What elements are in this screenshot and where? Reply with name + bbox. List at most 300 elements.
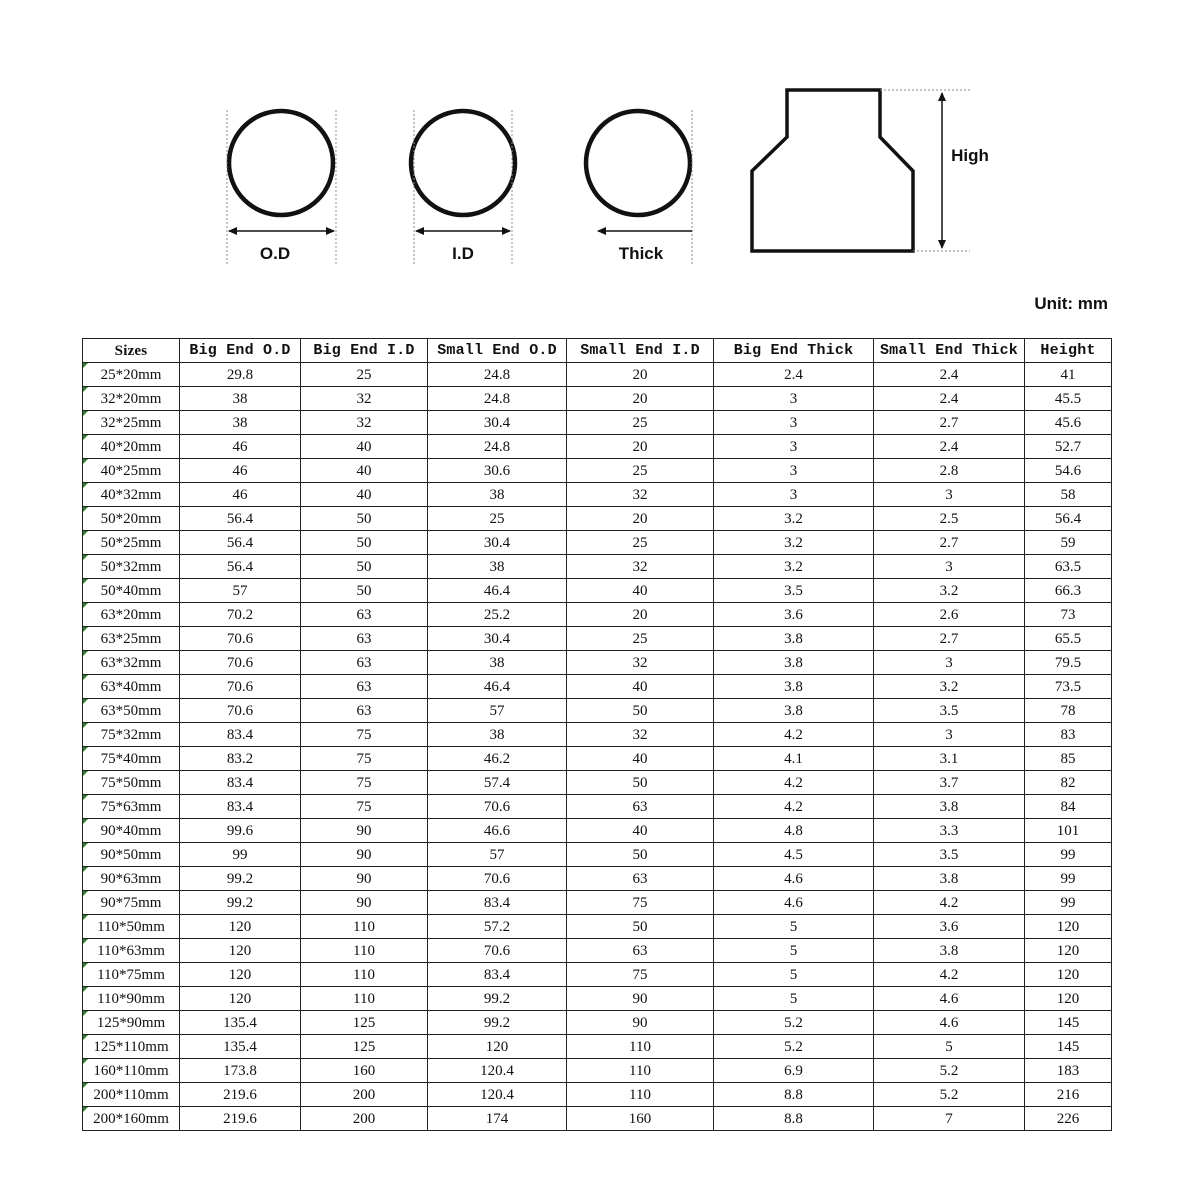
- cell-small-end-od: 57.4: [428, 771, 567, 795]
- cell-size: 110*63mm: [83, 939, 180, 963]
- cell-size: 25*20mm: [83, 363, 180, 387]
- cell-big-end-thick: 6.9: [714, 1059, 874, 1083]
- cell-big-end-id: 32: [301, 387, 428, 411]
- header-height: Height: [1025, 339, 1112, 363]
- cell-small-end-thick: 5.2: [874, 1083, 1025, 1107]
- table-row: [83, 987, 1112, 1011]
- cell-big-end-id: 40: [301, 435, 428, 459]
- thick-label: Thick: [618, 244, 664, 263]
- cell-size: 160*110mm: [83, 1059, 180, 1083]
- cell-big-end-od: 99.6: [180, 819, 301, 843]
- cell-size: 75*32mm: [83, 723, 180, 747]
- cell-height: 101: [1025, 819, 1112, 843]
- cell-size: 90*63mm: [83, 867, 180, 891]
- cell-small-end-thick: 3.8: [874, 939, 1025, 963]
- cell-big-end-od: 120: [180, 939, 301, 963]
- cell-size: 63*20mm: [83, 603, 180, 627]
- cell-size: 63*40mm: [83, 675, 180, 699]
- cell-big-end-thick: 4.1: [714, 747, 874, 771]
- cell-big-end-od: 70.6: [180, 699, 301, 723]
- cell-big-end-thick: 4.2: [714, 795, 874, 819]
- table-row: [83, 675, 1112, 699]
- cell-small-end-thick: 2.6: [874, 603, 1025, 627]
- header-big-end-thick: Big End Thick: [714, 339, 874, 363]
- cell-small-end-od: 99.2: [428, 1011, 567, 1035]
- cell-small-end-thick: 3.5: [874, 699, 1025, 723]
- cell-small-end-thick: 7: [874, 1107, 1025, 1131]
- cell-big-end-thick: 5.2: [714, 1011, 874, 1035]
- cell-small-end-id: 25: [567, 459, 714, 483]
- cell-small-end-id: 25: [567, 411, 714, 435]
- cell-small-end-id: 63: [567, 795, 714, 819]
- cell-big-end-id: 50: [301, 507, 428, 531]
- cell-small-end-id: 40: [567, 747, 714, 771]
- cell-big-end-id: 63: [301, 699, 428, 723]
- cell-height: 63.5: [1025, 555, 1112, 579]
- cell-small-end-od: 38: [428, 555, 567, 579]
- table-row: [83, 651, 1112, 675]
- table-header-row: [83, 339, 1112, 363]
- table-row: [83, 483, 1112, 507]
- cell-small-end-thick: 2.4: [874, 363, 1025, 387]
- cell-big-end-id: 75: [301, 795, 428, 819]
- cell-size: 63*25mm: [83, 627, 180, 651]
- cell-height: 120: [1025, 963, 1112, 987]
- cell-small-end-od: 120: [428, 1035, 567, 1059]
- table-row: [83, 363, 1112, 387]
- dimension-diagram: [0, 0, 1200, 330]
- cell-big-end-id: 63: [301, 675, 428, 699]
- cell-big-end-id: 50: [301, 555, 428, 579]
- cell-size: 75*40mm: [83, 747, 180, 771]
- cell-height: 183: [1025, 1059, 1112, 1083]
- cell-big-end-thick: 3: [714, 459, 874, 483]
- cell-height: 45.6: [1025, 411, 1112, 435]
- cell-small-end-id: 50: [567, 699, 714, 723]
- cell-small-end-thick: 3.2: [874, 675, 1025, 699]
- cell-small-end-id: 20: [567, 603, 714, 627]
- cell-small-end-od: 38: [428, 483, 567, 507]
- cell-small-end-thick: 3: [874, 651, 1025, 675]
- cell-big-end-od: 38: [180, 387, 301, 411]
- cell-big-end-thick: 5: [714, 987, 874, 1011]
- cell-size: 200*110mm: [83, 1083, 180, 1107]
- id-ring-icon: [411, 110, 515, 266]
- cell-size: 125*110mm: [83, 1035, 180, 1059]
- cell-small-end-thick: 2.7: [874, 627, 1025, 651]
- table-row: [83, 939, 1112, 963]
- cell-height: 85: [1025, 747, 1112, 771]
- cell-small-end-od: 83.4: [428, 891, 567, 915]
- cell-small-end-thick: 2.4: [874, 435, 1025, 459]
- cell-big-end-id: 110: [301, 963, 428, 987]
- cell-big-end-thick: 3.2: [714, 507, 874, 531]
- cell-big-end-od: 46: [180, 435, 301, 459]
- cell-small-end-thick: 3.3: [874, 819, 1025, 843]
- cell-height: 82: [1025, 771, 1112, 795]
- cell-size: 63*32mm: [83, 651, 180, 675]
- table-row: [83, 699, 1112, 723]
- cell-small-end-od: 46.2: [428, 747, 567, 771]
- table-row: [83, 891, 1112, 915]
- cell-small-end-od: 25: [428, 507, 567, 531]
- table-row: [83, 1011, 1112, 1035]
- cell-big-end-od: 83.4: [180, 795, 301, 819]
- cell-size: 32*25mm: [83, 411, 180, 435]
- cell-big-end-thick: 4.2: [714, 723, 874, 747]
- od-label: O.D: [259, 244, 291, 263]
- thick-ring-icon: [586, 110, 692, 266]
- cell-height: 54.6: [1025, 459, 1112, 483]
- cell-height: 120: [1025, 987, 1112, 1011]
- cell-big-end-od: 99.2: [180, 867, 301, 891]
- cell-small-end-od: 57: [428, 843, 567, 867]
- cell-height: 41: [1025, 363, 1112, 387]
- cell-big-end-od: 219.6: [180, 1083, 301, 1107]
- cell-small-end-id: 20: [567, 363, 714, 387]
- cell-big-end-od: 46: [180, 483, 301, 507]
- cell-small-end-od: 38: [428, 723, 567, 747]
- cell-small-end-od: 30.4: [428, 411, 567, 435]
- table-row: [83, 843, 1112, 867]
- cell-big-end-id: 75: [301, 747, 428, 771]
- cell-size: 50*32mm: [83, 555, 180, 579]
- cell-height: 66.3: [1025, 579, 1112, 603]
- dimension-drawings: [0, 0, 1200, 330]
- cell-big-end-id: 50: [301, 579, 428, 603]
- cell-height: 99: [1025, 867, 1112, 891]
- cell-big-end-thick: 4.6: [714, 891, 874, 915]
- cell-big-end-id: 40: [301, 459, 428, 483]
- cell-small-end-thick: 2.8: [874, 459, 1025, 483]
- cell-small-end-id: 40: [567, 675, 714, 699]
- cell-height: 65.5: [1025, 627, 1112, 651]
- cell-big-end-od: 70.2: [180, 603, 301, 627]
- cell-big-end-id: 63: [301, 627, 428, 651]
- cell-small-end-thick: 3.6: [874, 915, 1025, 939]
- cell-size: 75*63mm: [83, 795, 180, 819]
- cell-height: 226: [1025, 1107, 1112, 1131]
- cell-big-end-od: 83.2: [180, 747, 301, 771]
- cell-big-end-od: 120: [180, 963, 301, 987]
- dimensions-table: [82, 338, 1112, 1131]
- cell-size: 50*25mm: [83, 531, 180, 555]
- table-row: [83, 867, 1112, 891]
- cell-size: 40*32mm: [83, 483, 180, 507]
- cell-big-end-od: 70.6: [180, 675, 301, 699]
- cell-big-end-thick: 8.8: [714, 1083, 874, 1107]
- cell-small-end-thick: 3.5: [874, 843, 1025, 867]
- header-sizes: Sizes: [83, 339, 180, 363]
- cell-small-end-thick: 4.6: [874, 1011, 1025, 1035]
- cell-size: 110*90mm: [83, 987, 180, 1011]
- cell-big-end-thick: 8.8: [714, 1107, 874, 1131]
- cell-big-end-od: 38: [180, 411, 301, 435]
- cell-small-end-od: 38: [428, 651, 567, 675]
- cell-small-end-id: 75: [567, 963, 714, 987]
- cell-big-end-id: 125: [301, 1011, 428, 1035]
- cell-small-end-thick: 3: [874, 483, 1025, 507]
- cell-small-end-thick: 2.7: [874, 531, 1025, 555]
- table-row: [83, 555, 1112, 579]
- cell-small-end-id: 160: [567, 1107, 714, 1131]
- cell-height: 58: [1025, 483, 1112, 507]
- cell-small-end-od: 70.6: [428, 795, 567, 819]
- cell-small-end-od: 30.4: [428, 627, 567, 651]
- table-row: [83, 819, 1112, 843]
- cell-small-end-od: 25.2: [428, 603, 567, 627]
- cell-small-end-thick: 3.1: [874, 747, 1025, 771]
- cell-small-end-id: 32: [567, 723, 714, 747]
- cell-small-end-thick: 2.7: [874, 411, 1025, 435]
- cell-small-end-thick: 4.6: [874, 987, 1025, 1011]
- cell-big-end-id: 200: [301, 1083, 428, 1107]
- cell-small-end-thick: 3: [874, 555, 1025, 579]
- cell-size: 200*160mm: [83, 1107, 180, 1131]
- cell-small-end-id: 90: [567, 1011, 714, 1035]
- cell-big-end-thick: 3.2: [714, 555, 874, 579]
- cell-small-end-od: 24.8: [428, 363, 567, 387]
- cell-small-end-thick: 5.2: [874, 1059, 1025, 1083]
- cell-size: 110*50mm: [83, 915, 180, 939]
- cell-small-end-thick: 3.8: [874, 795, 1025, 819]
- cell-size: 40*25mm: [83, 459, 180, 483]
- table-row: [83, 963, 1112, 987]
- cell-small-end-id: 20: [567, 435, 714, 459]
- cell-big-end-od: 83.4: [180, 723, 301, 747]
- table-row: [83, 795, 1112, 819]
- cell-size: 63*50mm: [83, 699, 180, 723]
- id-label: I.D: [452, 244, 474, 263]
- cell-big-end-thick: 4.6: [714, 867, 874, 891]
- cell-big-end-thick: 4.2: [714, 771, 874, 795]
- cell-big-end-id: 90: [301, 891, 428, 915]
- reducer-profile-icon: [752, 90, 970, 251]
- cell-height: 73.5: [1025, 675, 1112, 699]
- cell-big-end-thick: 2.4: [714, 363, 874, 387]
- cell-big-end-id: 50: [301, 531, 428, 555]
- cell-big-end-thick: 3: [714, 411, 874, 435]
- cell-small-end-thick: 3.7: [874, 771, 1025, 795]
- cell-big-end-od: 57: [180, 579, 301, 603]
- cell-small-end-id: 50: [567, 915, 714, 939]
- table-row: [83, 531, 1112, 555]
- cell-small-end-od: 57.2: [428, 915, 567, 939]
- table-row: [83, 507, 1112, 531]
- cell-small-end-id: 50: [567, 843, 714, 867]
- cell-big-end-thick: 5: [714, 915, 874, 939]
- table-row: [83, 1083, 1112, 1107]
- cell-size: 90*40mm: [83, 819, 180, 843]
- cell-big-end-od: 70.6: [180, 627, 301, 651]
- cell-size: 50*20mm: [83, 507, 180, 531]
- cell-big-end-id: 32: [301, 411, 428, 435]
- cell-small-end-id: 40: [567, 819, 714, 843]
- cell-small-end-od: 120.4: [428, 1083, 567, 1107]
- cell-small-end-id: 25: [567, 531, 714, 555]
- cell-small-end-id: 20: [567, 387, 714, 411]
- cell-small-end-id: 75: [567, 891, 714, 915]
- cell-big-end-od: 56.4: [180, 531, 301, 555]
- table-row: [83, 915, 1112, 939]
- cell-big-end-thick: 3.6: [714, 603, 874, 627]
- cell-small-end-thick: 2.4: [874, 387, 1025, 411]
- cell-big-end-od: 99.2: [180, 891, 301, 915]
- table-row: [83, 723, 1112, 747]
- cell-height: 145: [1025, 1011, 1112, 1035]
- cell-big-end-id: 63: [301, 603, 428, 627]
- unit-label: Unit: mm: [1034, 294, 1108, 313]
- cell-big-end-id: 75: [301, 723, 428, 747]
- cell-size: 32*20mm: [83, 387, 180, 411]
- cell-height: 99: [1025, 891, 1112, 915]
- cell-small-end-id: 110: [567, 1083, 714, 1107]
- cell-small-end-id: 110: [567, 1059, 714, 1083]
- cell-small-end-od: 83.4: [428, 963, 567, 987]
- od-ring-icon: [227, 110, 336, 266]
- table-row: [83, 411, 1112, 435]
- high-label: High: [951, 146, 989, 165]
- cell-small-end-thick: 3: [874, 723, 1025, 747]
- cell-big-end-id: 40: [301, 483, 428, 507]
- cell-height: 52.7: [1025, 435, 1112, 459]
- table-row: [83, 1107, 1112, 1131]
- cell-big-end-thick: 5: [714, 939, 874, 963]
- cell-big-end-thick: 3: [714, 483, 874, 507]
- table-row: [83, 1059, 1112, 1083]
- cell-small-end-id: 63: [567, 867, 714, 891]
- cell-height: 120: [1025, 939, 1112, 963]
- cell-size: 125*90mm: [83, 1011, 180, 1035]
- cell-small-end-od: 46.6: [428, 819, 567, 843]
- cell-height: 79.5: [1025, 651, 1112, 675]
- cell-big-end-id: 160: [301, 1059, 428, 1083]
- cell-size: 40*20mm: [83, 435, 180, 459]
- cell-height: 216: [1025, 1083, 1112, 1107]
- cell-big-end-thick: 3: [714, 435, 874, 459]
- cell-height: 145: [1025, 1035, 1112, 1059]
- cell-small-end-id: 50: [567, 771, 714, 795]
- table-row: [83, 603, 1112, 627]
- cell-small-end-od: 70.6: [428, 867, 567, 891]
- cell-big-end-thick: 3.8: [714, 627, 874, 651]
- cell-small-end-id: 32: [567, 555, 714, 579]
- cell-big-end-id: 90: [301, 867, 428, 891]
- cell-small-end-od: 120.4: [428, 1059, 567, 1083]
- cell-big-end-od: 173.8: [180, 1059, 301, 1083]
- cell-small-end-id: 32: [567, 651, 714, 675]
- cell-small-end-od: 24.8: [428, 387, 567, 411]
- cell-small-end-od: 57: [428, 699, 567, 723]
- cell-size: 50*40mm: [83, 579, 180, 603]
- cell-small-end-thick: 2.5: [874, 507, 1025, 531]
- table-row: [83, 771, 1112, 795]
- cell-small-end-id: 25: [567, 627, 714, 651]
- cell-big-end-id: 90: [301, 843, 428, 867]
- cell-height: 45.5: [1025, 387, 1112, 411]
- cell-big-end-thick: 3.8: [714, 699, 874, 723]
- cell-size: 90*50mm: [83, 843, 180, 867]
- cell-small-end-od: 24.8: [428, 435, 567, 459]
- cell-big-end-id: 125: [301, 1035, 428, 1059]
- cell-big-end-od: 56.4: [180, 555, 301, 579]
- header-small-end-id: Small End I.D: [567, 339, 714, 363]
- cell-big-end-thick: 4.5: [714, 843, 874, 867]
- cell-height: 59: [1025, 531, 1112, 555]
- cell-small-end-od: 70.6: [428, 939, 567, 963]
- cell-big-end-od: 219.6: [180, 1107, 301, 1131]
- cell-big-end-od: 99: [180, 843, 301, 867]
- cell-big-end-id: 63: [301, 651, 428, 675]
- table-row: [83, 459, 1112, 483]
- cell-height: 120: [1025, 915, 1112, 939]
- cell-big-end-od: 135.4: [180, 1035, 301, 1059]
- cell-small-end-id: 20: [567, 507, 714, 531]
- cell-size: 110*75mm: [83, 963, 180, 987]
- cell-small-end-od: 99.2: [428, 987, 567, 1011]
- cell-height: 99: [1025, 843, 1112, 867]
- cell-small-end-thick: 5: [874, 1035, 1025, 1059]
- header-big-end-id: Big End I.D: [301, 339, 428, 363]
- table-row: [83, 1035, 1112, 1059]
- cell-small-end-id: 110: [567, 1035, 714, 1059]
- cell-big-end-od: 83.4: [180, 771, 301, 795]
- cell-size: 90*75mm: [83, 891, 180, 915]
- cell-big-end-od: 70.6: [180, 651, 301, 675]
- cell-small-end-od: 174: [428, 1107, 567, 1131]
- cell-height: 83: [1025, 723, 1112, 747]
- cell-small-end-thick: 3.2: [874, 579, 1025, 603]
- cell-small-end-od: 46.4: [428, 675, 567, 699]
- cell-big-end-thick: 3.8: [714, 651, 874, 675]
- cell-big-end-id: 110: [301, 939, 428, 963]
- cell-small-end-id: 63: [567, 939, 714, 963]
- cell-big-end-thick: 3.8: [714, 675, 874, 699]
- cell-size: 75*50mm: [83, 771, 180, 795]
- cell-height: 73: [1025, 603, 1112, 627]
- header-small-end-od: Small End O.D: [428, 339, 567, 363]
- cell-big-end-thick: 4.8: [714, 819, 874, 843]
- cell-height: 84: [1025, 795, 1112, 819]
- cell-height: 78: [1025, 699, 1112, 723]
- cell-height: 56.4: [1025, 507, 1112, 531]
- cell-small-end-od: 30.6: [428, 459, 567, 483]
- cell-big-end-thick: 3.5: [714, 579, 874, 603]
- cell-small-end-od: 46.4: [428, 579, 567, 603]
- cell-big-end-id: 200: [301, 1107, 428, 1131]
- cell-big-end-id: 110: [301, 915, 428, 939]
- cell-big-end-thick: 3.2: [714, 531, 874, 555]
- table-row: [83, 747, 1112, 771]
- cell-small-end-thick: 4.2: [874, 963, 1025, 987]
- cell-small-end-id: 40: [567, 579, 714, 603]
- table-body: [83, 363, 1112, 1131]
- cell-big-end-id: 75: [301, 771, 428, 795]
- table-row: [83, 627, 1112, 651]
- cell-big-end-od: 56.4: [180, 507, 301, 531]
- header-small-end-thick: Small End Thick: [874, 339, 1025, 363]
- cell-big-end-id: 90: [301, 819, 428, 843]
- header-big-end-od: Big End O.D: [180, 339, 301, 363]
- cell-big-end-od: 29.8: [180, 363, 301, 387]
- cell-small-end-od: 30.4: [428, 531, 567, 555]
- cell-big-end-od: 46: [180, 459, 301, 483]
- table-row: [83, 579, 1112, 603]
- cell-big-end-thick: 5.2: [714, 1035, 874, 1059]
- cell-big-end-od: 135.4: [180, 1011, 301, 1035]
- cell-small-end-thick: 3.8: [874, 867, 1025, 891]
- cell-big-end-thick: 5: [714, 963, 874, 987]
